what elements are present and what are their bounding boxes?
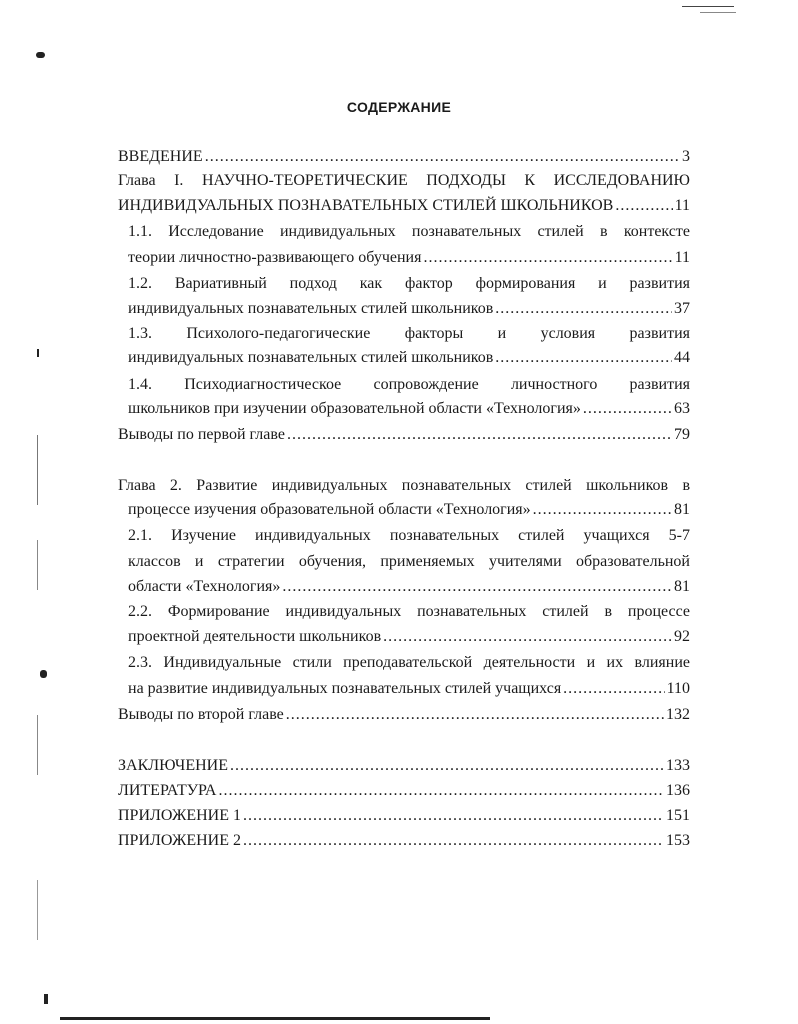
- toc-entry-conclusion[interactable]: [118, 754, 690, 778]
- dot-leader: [495, 297, 672, 321]
- margin-line-2: [37, 540, 38, 590]
- chapter-2-conclusion[interactable]: [118, 703, 690, 727]
- toc-page-number: 81: [674, 501, 690, 518]
- toc-entry-text: ВВЕДЕНИЕ: [118, 148, 203, 165]
- toc-page-number: 81: [674, 578, 690, 595]
- chapter-1-heading-cont[interactable]: [118, 194, 690, 218]
- toc-page-number: 133: [666, 757, 690, 774]
- toc-entry-text: на развитие индивидуальных познавательных стилей учащихся: [128, 680, 562, 697]
- toc-entry-text: ПРИЛОЖЕНИЕ 1: [118, 807, 242, 824]
- toc-page-number: 79: [674, 426, 690, 443]
- toc-entry-text: ЗАКЛЮЧЕНИЕ: [118, 757, 228, 774]
- punch-mark-2: [37, 349, 39, 357]
- toc-page-number: 136: [666, 782, 690, 799]
- toc-entry-literature[interactable]: [118, 779, 690, 803]
- toc-entry-text: индивидуальных познавательных стилей школьников: [128, 300, 494, 317]
- toc-entry-text: ПРИЛОЖЕНИЕ 2: [118, 832, 242, 849]
- toc-entry-text: ИНДИВИДУАЛЬНЫХ ПОЗНАВАТЕЛЬНЫХ СТИЛЕЙ ШКОЛЬНИКОВ: [118, 197, 614, 214]
- scan-artifact-top-2: [700, 12, 736, 13]
- toc-entry-appendix-1[interactable]: [118, 804, 690, 828]
- toc-entry-text: теории личностно-развивающего обучения: [128, 249, 422, 266]
- section-1-2[interactable]: 1.2. Вариативный подход как фактор формирования и развития: [128, 275, 690, 292]
- toc-entry-text: Выводы по первой главе: [118, 426, 285, 443]
- toc-page-number: 11: [674, 197, 690, 214]
- dot-leader: [563, 677, 664, 701]
- chapter-2-heading[interactable]: Глава 2. Развитие индивидуальных познавательных стилей школьников в: [118, 477, 690, 494]
- dot-leader: [423, 246, 672, 270]
- toc-entry-text: проектной деятельности школьников: [128, 628, 382, 645]
- chapter-1-conclusion[interactable]: [118, 423, 690, 447]
- dot-leader: [286, 703, 664, 727]
- toc-page-number: 44: [674, 349, 690, 366]
- dot-leader: [615, 194, 672, 218]
- section-1-1[interactable]: 1.1. Исследование индивидуальных познавательных стилей в контексте: [128, 223, 690, 240]
- section-2-3[interactable]: 2.3. Индивидуальные стили преподавательской деятельности и их влияние: [128, 654, 690, 671]
- section-2-1-line2[interactable]: классов и стратегии обучения, применяемых учителями образовательной: [128, 553, 690, 570]
- toc-page-number: 132: [666, 706, 690, 723]
- dot-leader: [230, 754, 664, 778]
- toc-entry-appendix-2[interactable]: [118, 829, 690, 853]
- toc-entry-text: школьников при изучении образовательной области «Технология»: [128, 400, 581, 417]
- dot-leader: [243, 804, 664, 828]
- dot-leader: [218, 779, 664, 803]
- toc-entry-text: области «Технология»: [128, 578, 281, 595]
- dot-leader: [583, 397, 672, 421]
- toc-page-number: 37: [674, 300, 690, 317]
- section-2-1[interactable]: 2.1. Изучение индивидуальных познавательных стилей учащихся 5-7: [128, 527, 690, 544]
- section-1-4[interactable]: 1.4. Психодиагностическое сопровождение личностного развития: [128, 376, 690, 393]
- toc-page-number: 3: [682, 148, 690, 165]
- section-2-2[interactable]: 2.2. Формирование индивидуальных познавательных стилей в процессе: [128, 603, 690, 620]
- chapter-1-heading[interactable]: Глава I. НАУЧНО-ТЕОРЕТИЧЕСКИЕ ПОДХОДЫ К ИССЛЕДОВАНИЮ: [118, 172, 690, 189]
- section-1-4-cont[interactable]: [128, 397, 690, 421]
- chapter-2-heading-cont[interactable]: [128, 498, 690, 522]
- toc-entry-text: Выводы по второй главе: [118, 706, 284, 723]
- punch-mark-3: [40, 670, 47, 678]
- scan-artifact-top: [682, 6, 734, 7]
- toc-page-number: 110: [666, 680, 690, 697]
- margin-line-3: [37, 715, 38, 775]
- scan-artifact-bottom: [60, 1017, 490, 1020]
- toc-entry-text: процессе изучения образовательной области «Технология»: [128, 501, 531, 518]
- toc-page-number: 151: [666, 807, 690, 824]
- section-1-1-cont[interactable]: [128, 246, 690, 270]
- toc-page-number: 63: [674, 400, 690, 417]
- section-1-3[interactable]: 1.3. Психолого-педагогические факторы и условия развития: [128, 325, 690, 342]
- section-2-2-cont[interactable]: [128, 625, 690, 649]
- section-1-2-cont[interactable]: [128, 297, 690, 321]
- margin-line-4: [37, 880, 38, 940]
- dot-leader: [383, 625, 672, 649]
- dot-leader: [205, 145, 680, 169]
- toc-page-number: 153: [666, 832, 690, 849]
- section-1-3-cont[interactable]: [128, 346, 690, 370]
- toc-entry-text: ЛИТЕРАТУРА: [118, 782, 217, 799]
- dot-leader: [287, 423, 672, 447]
- dot-leader: [495, 346, 672, 370]
- section-2-3-cont[interactable]: [128, 677, 690, 701]
- dot-leader: [243, 829, 664, 853]
- section-2-1-cont[interactable]: [128, 575, 690, 599]
- page-title: СОДЕРЖАНИЕ: [346, 99, 452, 115]
- toc-page-number: 92: [674, 628, 690, 645]
- dot-leader: [282, 575, 672, 599]
- toc-page-number: 11: [674, 249, 690, 266]
- toc-entry-intro[interactable]: [118, 145, 690, 169]
- toc-entry-text: индивидуальных познавательных стилей школьников: [128, 349, 494, 366]
- dot-leader: [533, 498, 672, 522]
- punch-mark-1: [36, 52, 45, 58]
- punch-mark-4: [44, 994, 48, 1004]
- margin-line-1: [37, 435, 38, 505]
